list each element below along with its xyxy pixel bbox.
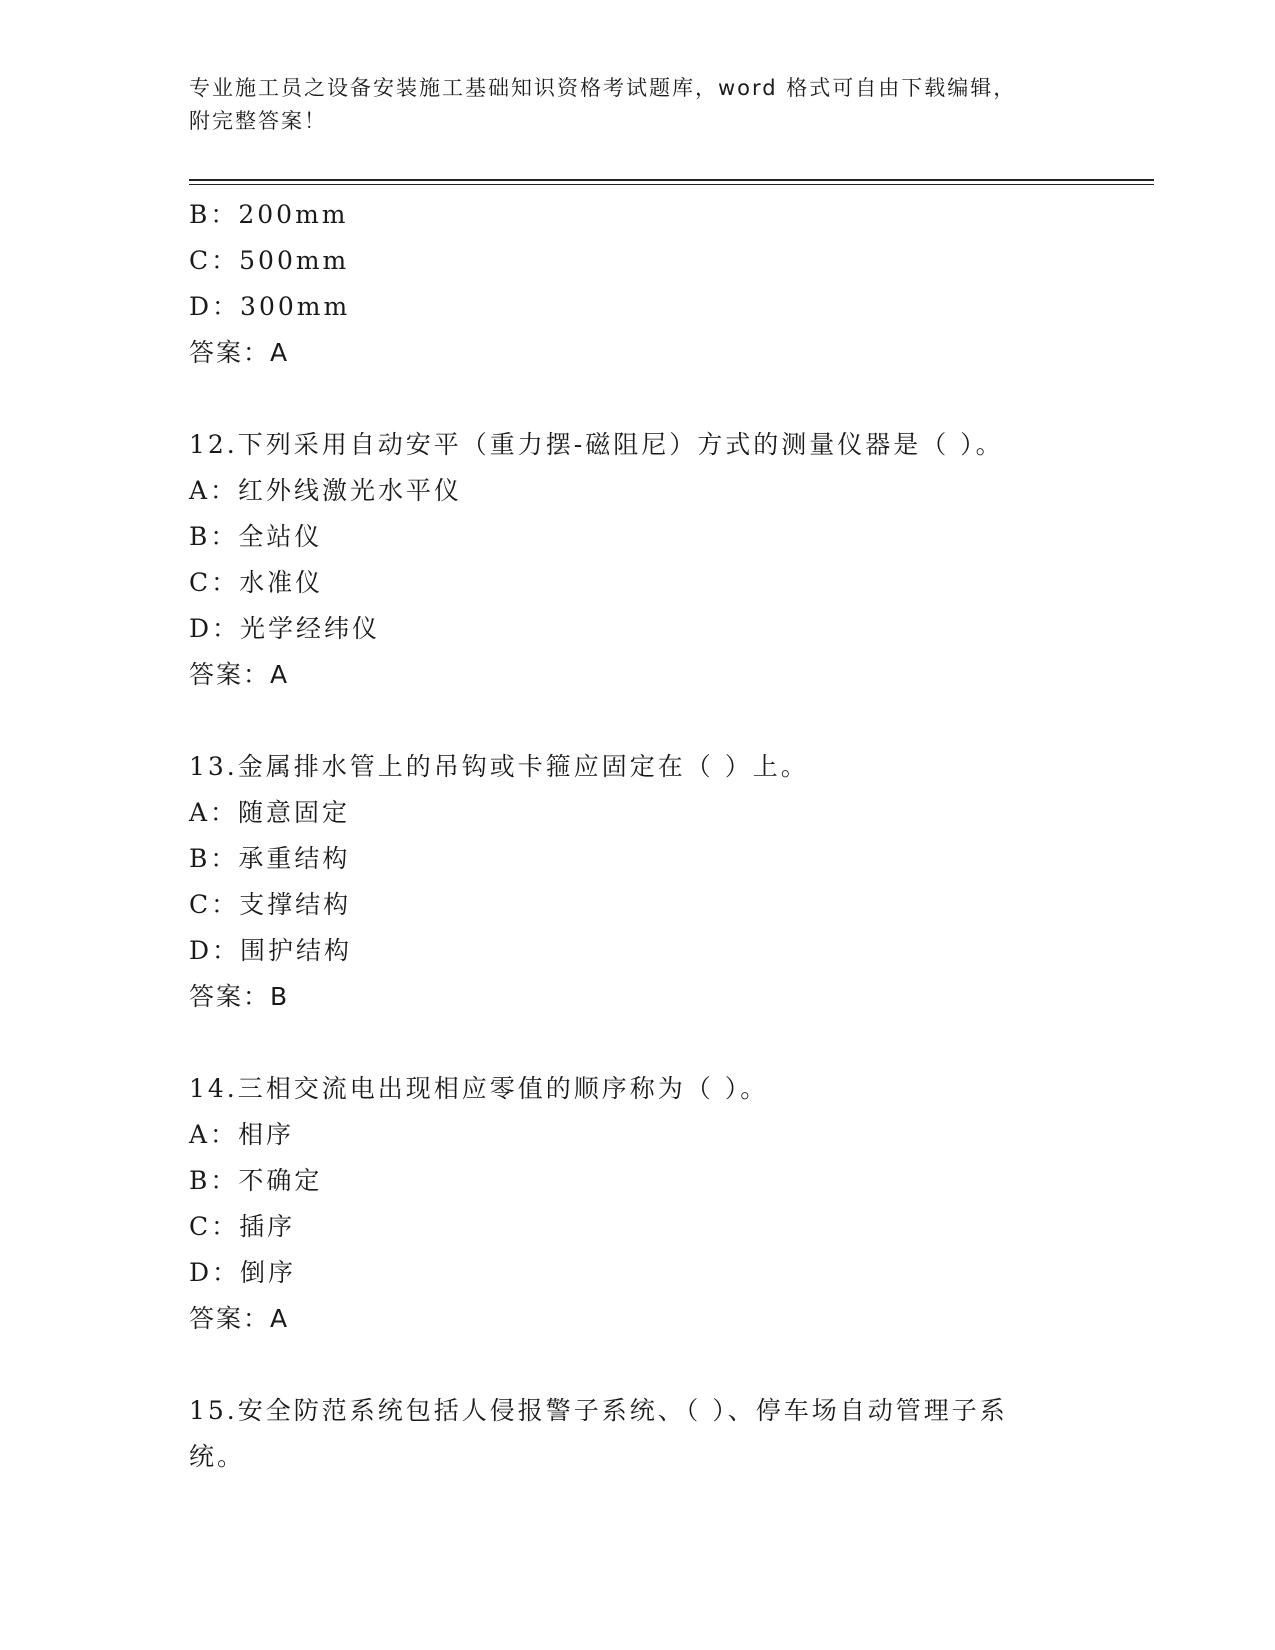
option-b: B：全站仪 [189,522,323,551]
question-stem: 12.下列采用自动安平（重力摆-磁阻尼）方式的测量仪器是（ ）。 [189,430,1004,459]
header-line-1: 专业施工员之设备安装施工基础知识资格考试题库，word 格式可自由下载编辑， [189,76,1017,100]
option-c: C：水准仪 [189,568,324,597]
option-b: B：不确定 [189,1166,323,1195]
option-d: D：围护结构 [189,936,353,965]
option-d: D：光学经纬仪 [189,614,381,643]
question-15 [189,1388,1089,1480]
option-c: C：支撑结构 [189,890,352,919]
option-d: D：倒序 [189,1258,297,1287]
option-a: A：红外线激光水平仪 [189,476,463,505]
option-a: A：随意固定 [189,798,351,827]
option-a: A：相序 [189,1120,295,1149]
question-11-partial [189,192,1089,376]
document-body [189,192,1089,1480]
document-header [189,72,1089,138]
answer-line: 答案：A [189,338,290,367]
question-14 [189,1066,1089,1342]
answer-line: 答案：A [189,1304,290,1333]
answer-line: 答案：B [189,982,290,1011]
question-stem: 14.三相交流电出现相应零值的顺序称为（ ）。 [189,1074,769,1103]
option-c: C：500mm [189,246,350,275]
header-divider [189,179,1154,185]
option-d: D：300mm [189,292,351,321]
question-stem-line-2: 统。 [189,1442,246,1471]
answer-line: 答案：A [189,660,290,689]
option-b: B：承重结构 [189,844,351,873]
question-stem: 13.金属排水管上的吊钩或卡箍应固定在（ ）上。 [189,752,809,781]
question-13 [189,744,1089,1020]
question-stem-line-1: 15.安全防范系统包括人侵报警子系统、（ ）、停车场自动管理子系 [189,1396,1008,1425]
option-b: B：200mm [189,200,349,229]
question-12 [189,422,1089,698]
option-c: C：插序 [189,1212,296,1241]
header-line-2: 附完整答案！ [189,109,327,133]
